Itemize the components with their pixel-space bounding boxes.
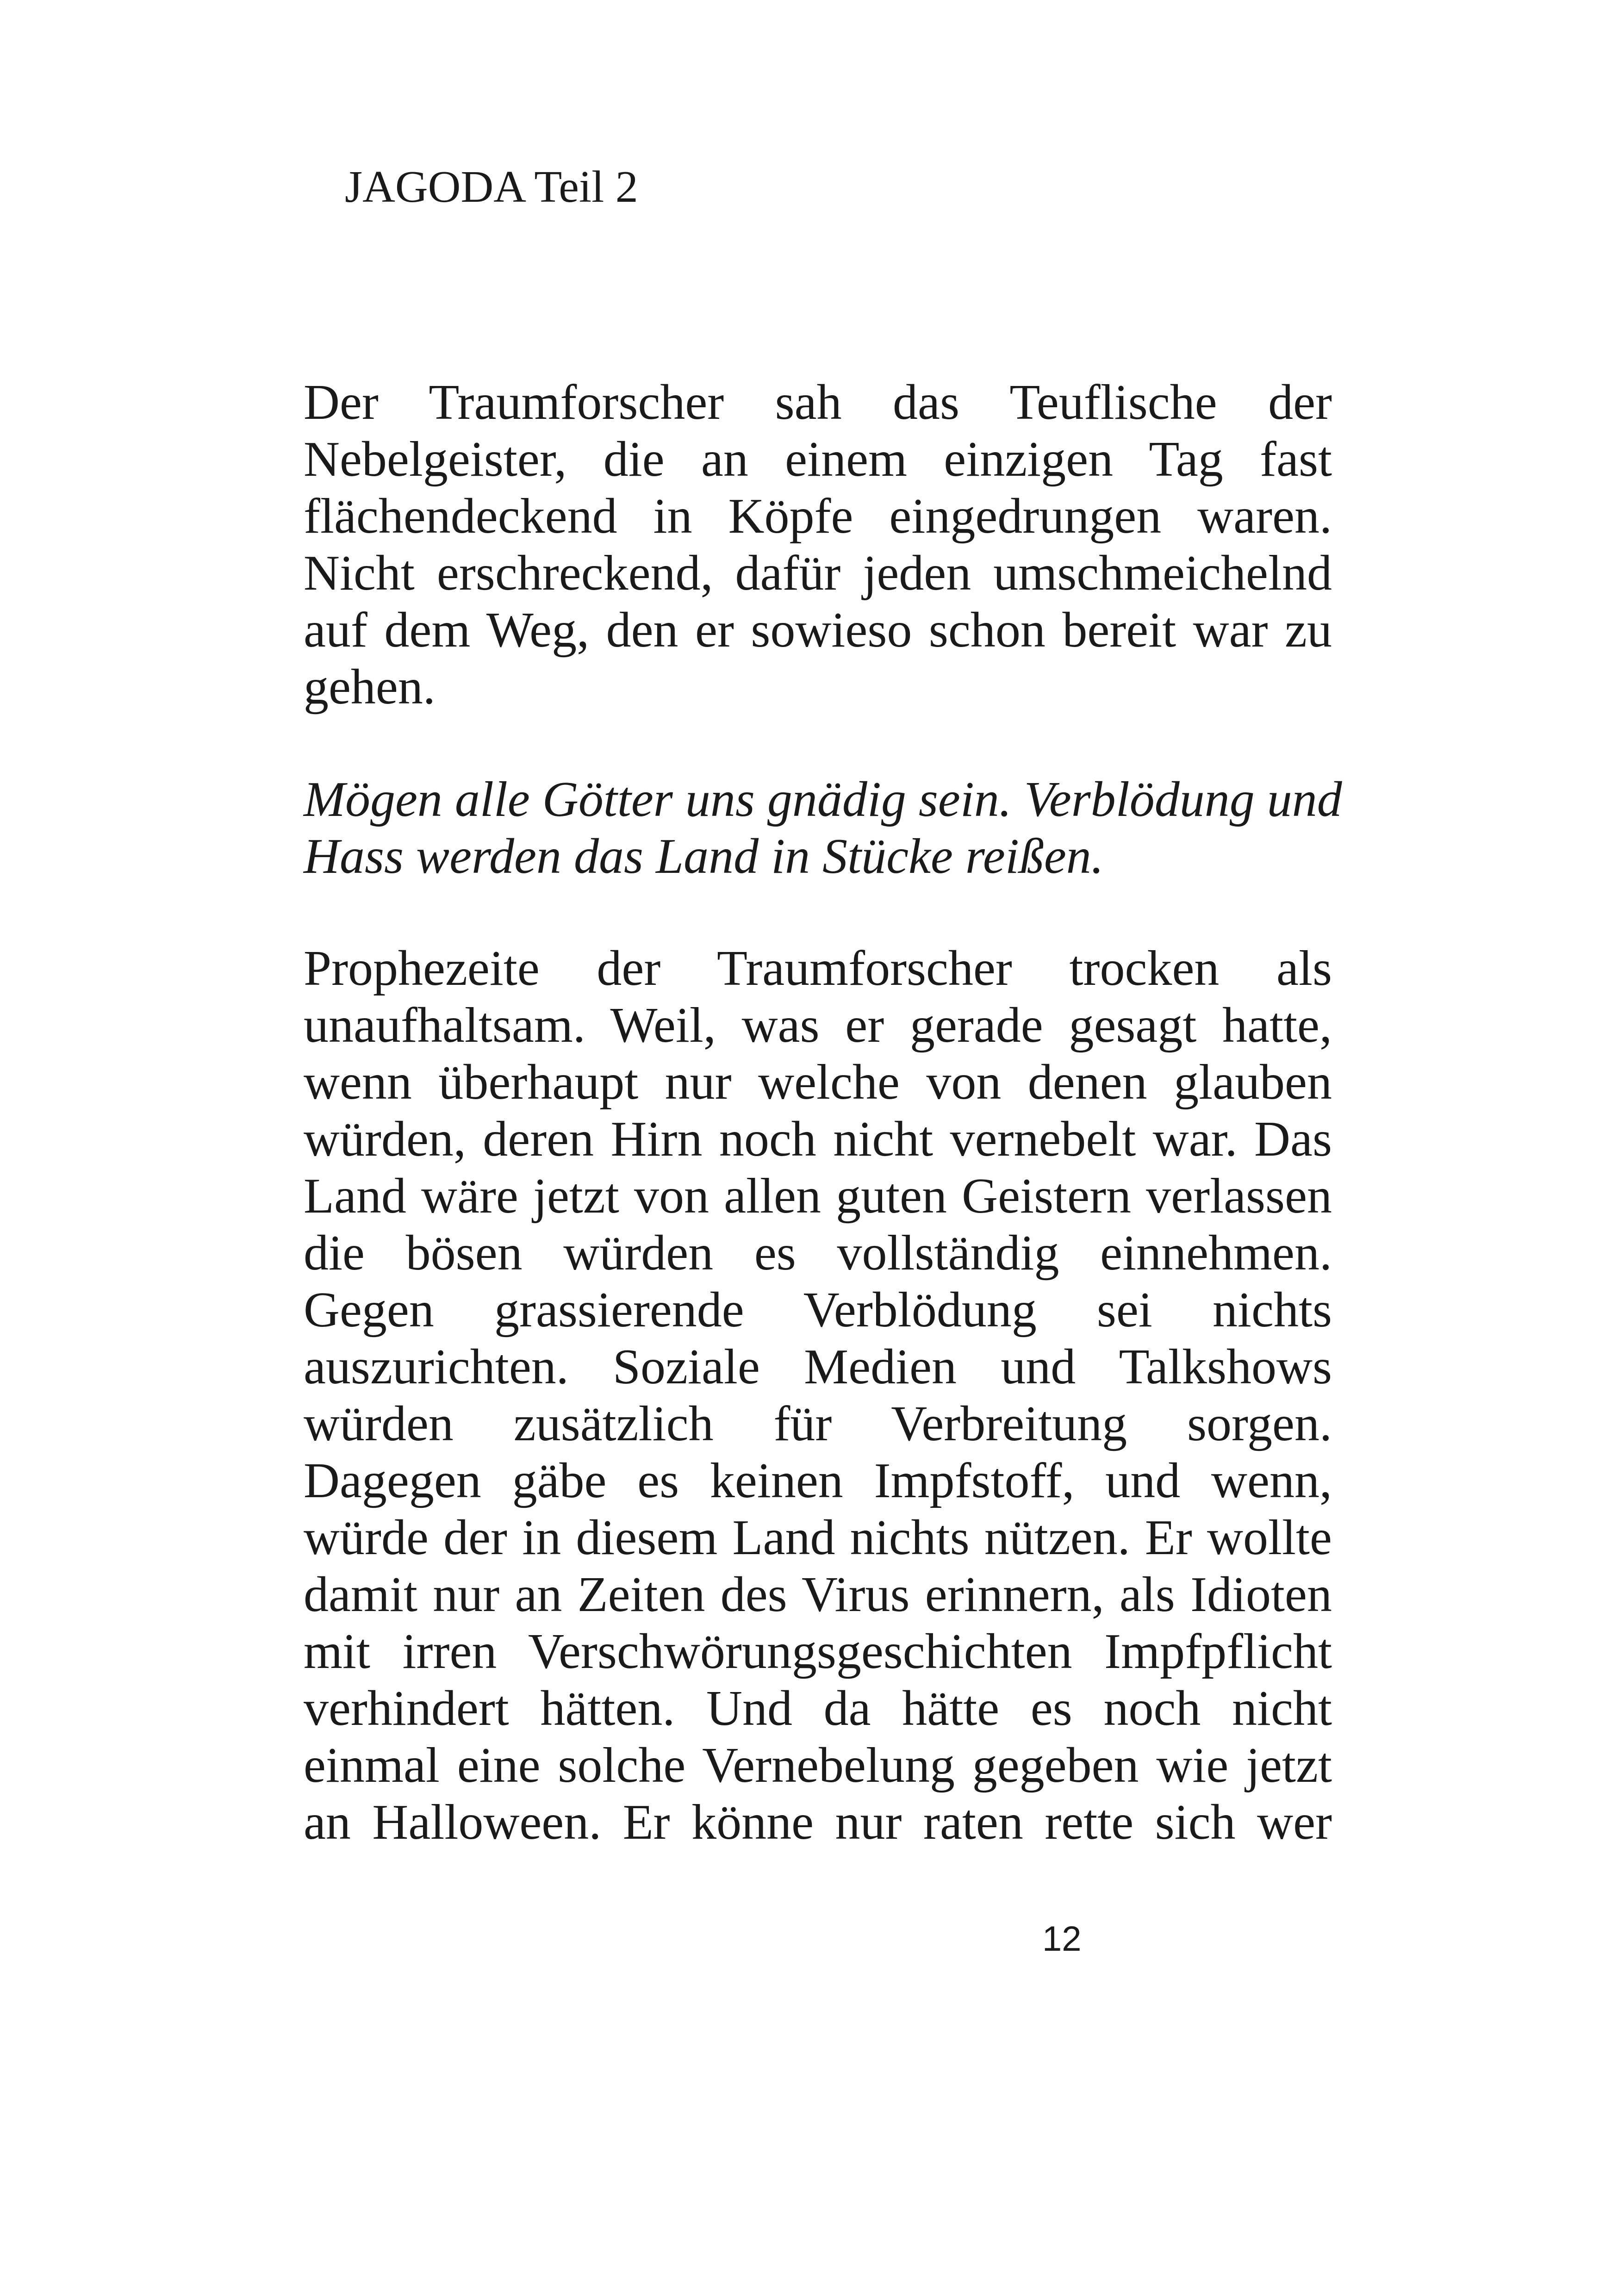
text-line: Land wäre jetzt von allen guten Geistern verlassen [304,1169,1332,1224]
page-number: 12 [1042,1919,1082,1959]
text-line: würde der in diesem Land nichts nützen. Er wollte [304,1510,1332,1565]
text-line: wenn überhaupt nur welche von denen glauben [304,1055,1332,1110]
text-line: Mögen alle Götter uns gnädig sein. Verblödung und [304,772,1342,827]
text-line: Nebelgeister, die an einem einzigen Tag fast [304,432,1332,487]
text-line: an Halloween. Er könne nur raten rette sich wer [304,1795,1332,1850]
text-line: flächendeckend in Köpfe eingedrungen waren. [304,489,1332,544]
running-header-title: JAGODA Teil 2 [345,162,638,212]
paragraph-1 [304,374,1332,716]
text-line: damit nur an Zeiten des Virus erinnern, als Idioten [304,1567,1332,1622]
text-line: Prophezeite der Traumforscher trocken als [304,941,1332,996]
text-line: Gegen grassierende Verblödung sei nichts [304,1282,1332,1338]
text-line: Dagegen gäbe es keinen Impfstoff, und wenn, [304,1453,1332,1508]
text-line: verhindert hätten. Und da hätte es noch nicht [304,1681,1332,1736]
text-line: Hass werden das Land in Stücke reißen. [304,829,1104,884]
text-line: gehen. [304,660,436,715]
text-line: auf dem Weg, den er sowieso schon bereit war zu [304,603,1332,658]
text-line: unaufhaltsam. Weil, was er gerade gesagt hatte, [304,998,1332,1053]
text-line: auszurichten. Soziale Medien und Talkshows [304,1339,1332,1394]
text-line: einmal eine solche Vernebelung gegeben wie jetzt [304,1738,1332,1793]
text-line: würden zusätzlich für Verbreitung sorgen. [304,1396,1332,1451]
text-line: würden, deren Hirn noch nicht vernebelt war. Das [304,1112,1332,1167]
text-line: mit irren Verschwörungsgeschichten Impfpflicht [304,1624,1332,1679]
text-line: Nicht erschreckend, dafür jeden umschmeichelnd [304,546,1332,601]
paragraph-3 [304,940,1332,1851]
text-line: Der Traumforscher sah das Teuflische der [304,375,1332,430]
paragraph-2-italic-quote [304,771,1342,885]
text-line: die bösen würden es vollständig einnehmen. [304,1226,1332,1281]
